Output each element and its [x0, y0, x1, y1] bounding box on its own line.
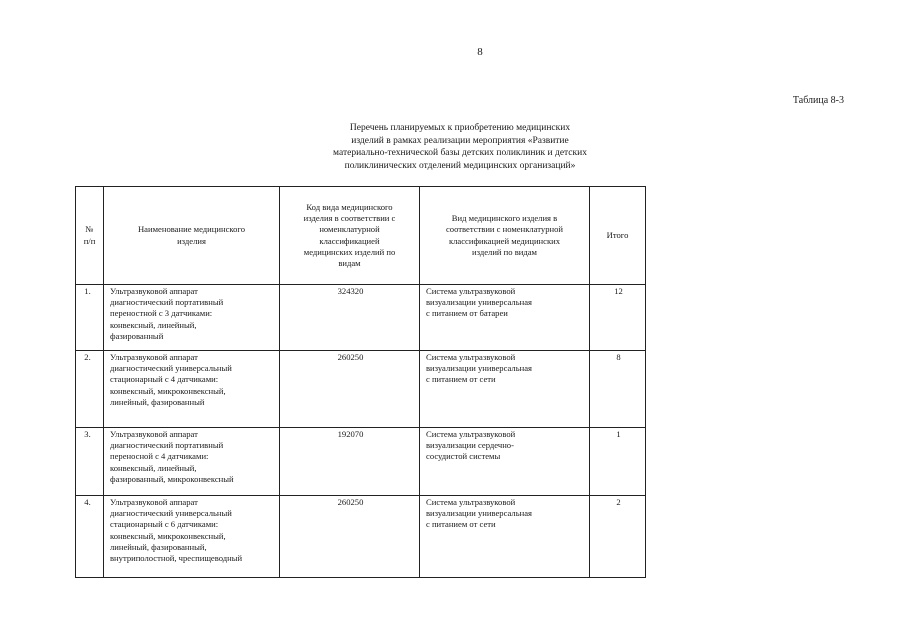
header-text: Наименование медицинского	[137, 224, 246, 235]
row-name-line: Ультразвуковой аппарат	[110, 352, 198, 362]
row-type-line: визуализации универсальная	[426, 508, 532, 519]
row-name-line: линейный, фазированный,	[110, 541, 207, 552]
header-text: классификацией	[319, 235, 380, 246]
row-code: 260250	[337, 352, 364, 362]
row-total-cell	[590, 428, 646, 496]
title-line: Перечень планируемых к приобретению медицинских	[349, 123, 571, 133]
table-row	[76, 496, 646, 578]
row-type-line: Система ультразвуковой	[426, 497, 516, 507]
row-name-line: Ультразвуковой аппарат	[110, 429, 198, 439]
row-name-line: конвексный, линейный,	[110, 319, 197, 330]
row-type-cell	[420, 496, 590, 578]
header-text: номенклатурной	[319, 224, 380, 235]
row-num-cell	[76, 428, 104, 496]
row-total: 12	[614, 286, 623, 296]
header-code	[280, 187, 420, 285]
title-line: изделий в рамках реализации мероприятия «Развитие	[351, 135, 569, 146]
table-header-row	[76, 187, 646, 285]
row-code-cell	[280, 285, 420, 351]
page-number: 8	[477, 46, 483, 58]
row-name-line: переностной с 3 датчиками:	[110, 308, 213, 319]
header-text: Итого	[606, 229, 629, 240]
row-total: 2	[616, 497, 621, 507]
row-name-line: диагностический портативный	[110, 440, 224, 451]
row-name-line: фазированный, микроконвексный	[110, 473, 234, 484]
header-num	[76, 187, 104, 285]
header-type	[420, 187, 590, 285]
row-name-line: фазированный	[110, 330, 164, 341]
row-total: 8	[616, 352, 621, 362]
row-name-line: стационарный с 6 датчиками:	[110, 519, 219, 530]
row-num-cell	[76, 285, 104, 351]
row-code: 260250	[337, 497, 364, 507]
row-name-line: диагностический универсальный	[110, 363, 232, 374]
row-code-cell	[280, 351, 420, 428]
row-code: 192070	[337, 429, 364, 439]
row-type-line: Система ультразвуковой	[426, 429, 516, 439]
row-name-line: Ультразвуковой аппарат	[110, 497, 198, 507]
row-name-line: конвексный, микроконвексный,	[110, 530, 226, 541]
row-name-cell	[104, 285, 280, 351]
row-num: 4.	[84, 497, 91, 507]
row-name-line: линейный, фазированный	[110, 396, 205, 407]
row-total-cell	[590, 496, 646, 578]
header-text: классификацией медицинских	[448, 235, 561, 246]
header-text: изделия	[177, 235, 206, 246]
row-num-cell	[76, 496, 104, 578]
row-name-line: Ультразвуковой аппарат	[110, 286, 198, 296]
table-row	[76, 285, 646, 351]
table-label: Таблица 8-3	[792, 95, 844, 106]
header-text: №	[85, 224, 94, 235]
header-name	[104, 187, 280, 285]
row-name-line: конвексный, линейный,	[110, 462, 197, 473]
row-type-line: Система ультразвуковой	[426, 352, 516, 362]
row-type-line: визуализации сердечно-	[426, 440, 514, 451]
header-total	[590, 187, 646, 285]
table-row	[76, 351, 646, 428]
row-type-line: визуализации универсальная	[426, 297, 532, 308]
row-type-cell	[420, 428, 590, 496]
row-name-line: переносной с 4 датчиками:	[110, 451, 209, 462]
row-num: 3.	[84, 429, 91, 439]
row-name-line: внутриполостной, чреспищеводный	[110, 553, 243, 564]
header-text: Код вида медицинского	[306, 201, 393, 212]
row-total: 1	[616, 429, 621, 439]
row-type-line: визуализации универсальная	[426, 363, 532, 374]
title-line: материально-технической базы детских поликлиник и детских	[333, 148, 587, 158]
row-type-cell	[420, 351, 590, 428]
row-num: 2.	[84, 352, 91, 362]
row-num-cell	[76, 351, 104, 428]
row-name-line: конвексный, микроконвексный,	[110, 385, 226, 396]
header-text: изделий по видам	[472, 246, 537, 257]
row-num: 1.	[84, 286, 91, 296]
row-total-cell	[590, 285, 646, 351]
row-code-cell	[280, 428, 420, 496]
row-total-cell	[590, 351, 646, 428]
title-line: поликлинических отделений медицинских организаций»	[344, 160, 576, 171]
row-type-line: с питанием от сети	[426, 519, 496, 530]
row-type-cell	[420, 285, 590, 351]
row-name-line: диагностический универсальный	[110, 508, 232, 519]
row-type-line: с питанием от батареи	[426, 308, 508, 319]
medical-devices-table	[75, 186, 646, 578]
row-name-cell	[104, 351, 280, 428]
row-name-cell	[104, 496, 280, 578]
row-type-line: с питанием от сети	[426, 374, 496, 385]
row-type-line: Система ультразвуковой	[426, 286, 516, 296]
table-row	[76, 428, 646, 496]
header-text: соответствии с номенклатурной	[445, 224, 564, 235]
row-name-line: стационарный с 4 датчиками:	[110, 374, 219, 385]
header-text: медицинских изделий по	[303, 246, 396, 257]
row-name-cell	[104, 428, 280, 496]
header-text: п/п	[83, 235, 96, 246]
row-code: 324320	[337, 286, 364, 296]
document-title	[295, 122, 625, 172]
header-text: видам	[338, 257, 361, 268]
header-text: Вид медицинского изделия в	[451, 213, 558, 224]
row-code-cell	[280, 496, 420, 578]
row-name-line: диагностический портативный	[110, 297, 224, 308]
row-type-line: сосудистой системы	[426, 451, 501, 462]
header-text: изделия в соответствии с	[303, 213, 396, 224]
